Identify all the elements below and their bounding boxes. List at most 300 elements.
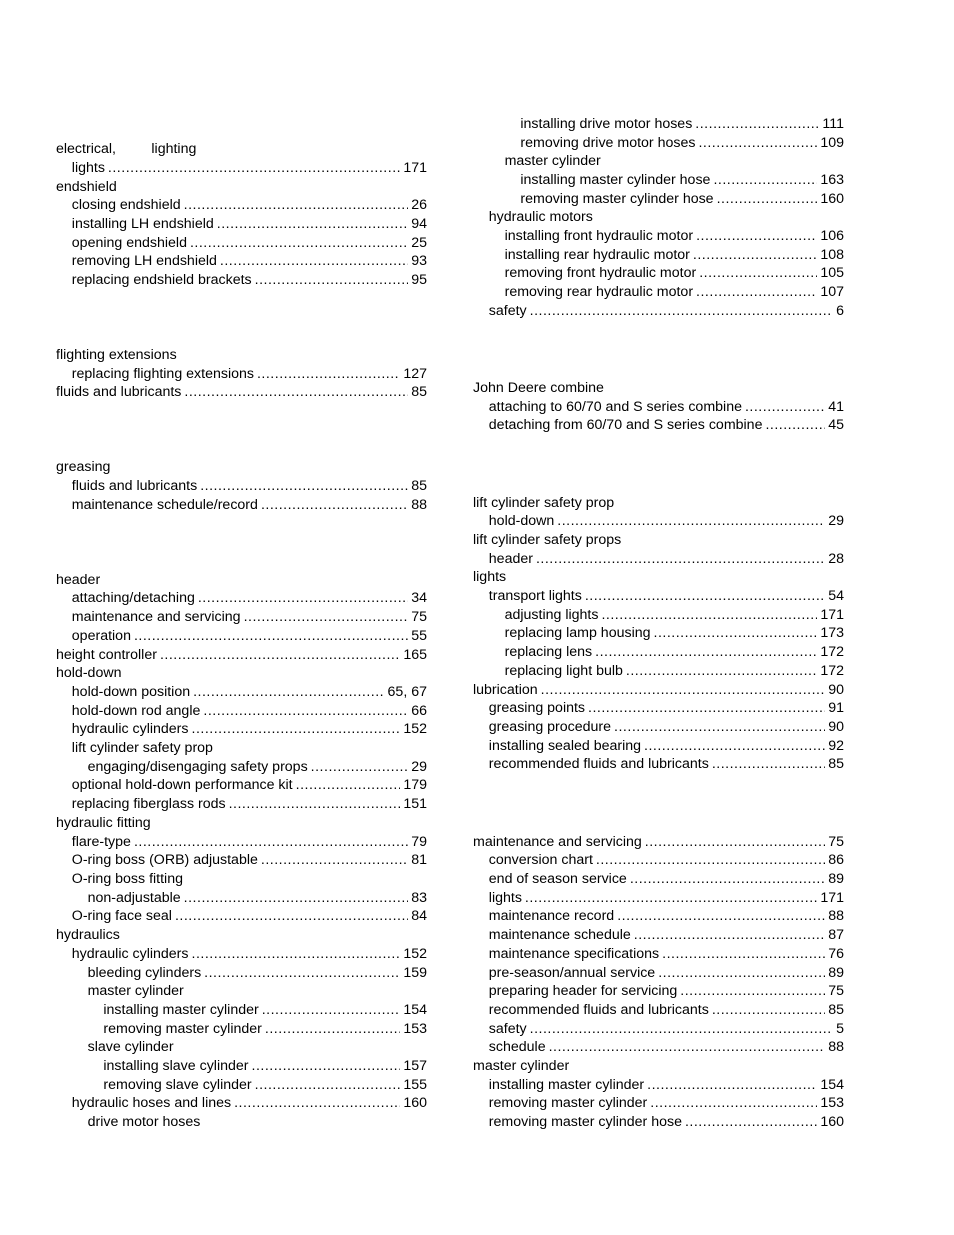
index-term: adjusting lights: [504, 607, 599, 623]
index-entry: [473, 606, 844, 625]
index-term: O-ring boss fitting: [71, 871, 183, 887]
dot-leader: [198, 589, 408, 608]
index-entry: [473, 870, 844, 889]
dot-leader: [713, 171, 817, 190]
index-term: schedule: [488, 1039, 546, 1055]
dot-leader: [184, 196, 409, 215]
index-term: hold-down: [56, 665, 122, 681]
dot-leader: [261, 851, 408, 870]
index-term: removing drive motor hoses: [520, 135, 696, 151]
index-entry: [56, 496, 427, 515]
index-term: lubrication: [473, 682, 538, 698]
index-entry: [56, 702, 427, 721]
index-entry: [473, 926, 844, 945]
index-term: installing master cylinder hose: [520, 172, 711, 188]
index-entry: [56, 383, 427, 402]
index-entry: [473, 889, 844, 908]
page-number: 55: [411, 628, 427, 644]
index-term: hold-down position: [71, 684, 191, 700]
index-entry: [473, 737, 844, 756]
index-entry: [473, 755, 844, 774]
index-term: recommended fluids and lubricants: [488, 1002, 709, 1018]
index-term: O-ring face seal: [71, 908, 172, 924]
dot-leader: [644, 737, 825, 756]
page-number: 93: [411, 253, 427, 269]
index-term: greasing: [56, 459, 111, 475]
index-term: greasing points: [488, 700, 586, 716]
page-number: 152: [403, 946, 427, 962]
index-entry: [473, 718, 844, 737]
index-term: replacing endshield brackets: [71, 272, 252, 288]
dot-leader: [557, 512, 825, 531]
dot-leader: [634, 926, 825, 945]
page-number: 155: [403, 1077, 427, 1093]
dot-leader: [601, 606, 817, 625]
page-number: 75: [828, 983, 844, 999]
index-entry: [473, 531, 844, 550]
page-number: 105: [820, 265, 844, 281]
index-term: removing slave cylinder: [103, 1077, 252, 1093]
index-entry: [473, 379, 844, 398]
dot-leader: [255, 271, 409, 290]
index-entry: [56, 1038, 427, 1057]
index-term: operation: [71, 628, 131, 644]
dot-leader: [658, 964, 825, 983]
dot-leader: [596, 851, 825, 870]
index-entry: [56, 889, 427, 908]
index-entry: [473, 494, 844, 513]
index-term: installing front hydraulic motor: [504, 228, 694, 244]
page-number: 75: [828, 834, 844, 850]
index-term: installing master cylinder: [488, 1077, 645, 1093]
index-entry: [473, 907, 844, 926]
dot-leader: [654, 624, 818, 643]
index-term: installing master cylinder: [103, 1002, 259, 1018]
index-entry: [473, 190, 844, 209]
dot-leader: [220, 252, 408, 271]
dot-leader: [595, 643, 817, 662]
page-number: 165: [403, 647, 427, 663]
index-term: removing rear hydraulic motor: [504, 284, 694, 300]
dot-leader: [650, 1094, 817, 1113]
index-entry: [56, 795, 427, 814]
page-number: 85: [828, 1002, 844, 1018]
index-entry: [56, 346, 427, 365]
index-entry: [473, 1057, 844, 1076]
index-term: master cylinder: [87, 983, 184, 999]
page-number: 85: [411, 384, 427, 400]
dot-leader: [696, 227, 817, 246]
index-entry: [56, 870, 427, 889]
index-term: header: [488, 551, 533, 567]
index-entry: [473, 982, 844, 1001]
index-entry: [56, 140, 427, 159]
index-entry: [56, 589, 427, 608]
page-number: 81: [411, 852, 427, 868]
index-term: non-adjustable: [87, 890, 181, 906]
index-entry: [56, 271, 427, 290]
page-number: 179: [403, 777, 427, 793]
index-entry: [56, 477, 427, 496]
index-term: lift cylinder safety prop: [71, 740, 213, 756]
page-number: 160: [820, 191, 844, 207]
dot-leader: [190, 234, 408, 253]
page-number: 88: [828, 1039, 844, 1055]
dot-leader: [693, 246, 817, 265]
index-term: installing sealed bearing: [488, 738, 642, 754]
index-term: John Deere combine: [473, 380, 604, 396]
dot-leader: [696, 283, 817, 302]
page-number: 160: [403, 1095, 427, 1111]
index-term: slave cylinder: [87, 1039, 174, 1055]
index-entry: [473, 208, 844, 227]
dot-leader: [585, 587, 825, 606]
index-term: bleeding cylinders: [87, 965, 202, 981]
index-term: installing drive motor hoses: [520, 116, 693, 132]
dot-leader: [645, 833, 825, 852]
page-number: 108: [820, 247, 844, 263]
dot-leader: [234, 1094, 400, 1113]
index-entry: [56, 1020, 427, 1039]
index-entry: [473, 1001, 844, 1020]
dot-leader: [614, 718, 825, 737]
page-number: 153: [403, 1021, 427, 1037]
page-number: 29: [828, 513, 844, 529]
page-number: 172: [820, 663, 844, 679]
dot-leader: [192, 720, 401, 739]
index-term: end of season service: [488, 871, 627, 887]
page-number: 29: [411, 759, 427, 775]
index-term: replacing flighting extensions: [71, 366, 254, 382]
dot-leader: [549, 1038, 826, 1057]
index-term: closing endshield: [71, 197, 181, 213]
index-term: preparing header for servicing: [488, 983, 678, 999]
index-entry: [473, 1113, 844, 1132]
index-entry: [473, 302, 844, 321]
index-term: transport lights: [488, 588, 582, 604]
page-number: 34: [411, 590, 427, 606]
index-term: lights: [488, 890, 522, 906]
dot-leader: [712, 755, 825, 774]
page-number: 172: [820, 644, 844, 660]
dot-leader: [184, 889, 409, 908]
index-term: flare-type: [71, 834, 131, 850]
index-term: hold-down: [488, 513, 555, 529]
index-term: attaching/detaching: [71, 590, 195, 606]
index-entry: [56, 907, 427, 926]
dot-leader: [193, 683, 384, 702]
index-term: master cylinder: [473, 1058, 570, 1074]
page-number: 154: [403, 1002, 427, 1018]
page-number: 86: [828, 852, 844, 868]
dot-leader: [192, 945, 401, 964]
index-term: fluids and lubricants: [56, 384, 182, 400]
dot-leader: [134, 627, 408, 646]
index-term: hydraulic cylinders: [71, 721, 189, 737]
dot-leader: [536, 550, 825, 569]
index-term: greasing procedure: [488, 719, 612, 735]
index-entry: [473, 643, 844, 662]
index-entry: [473, 152, 844, 171]
page-number: 85: [828, 756, 844, 772]
index-term: optional hold-down performance kit: [71, 777, 293, 793]
index-entry: [56, 252, 427, 271]
dot-leader: [296, 776, 401, 795]
index-entry: [56, 776, 427, 795]
index-entry: [473, 662, 844, 681]
index-entry: [473, 1076, 844, 1095]
page-number: 171: [820, 607, 844, 623]
index-entry: [56, 945, 427, 964]
index-term: maintenance specifications: [488, 946, 660, 962]
page-number: 106: [820, 228, 844, 244]
index-term: hold-down rod angle: [71, 703, 201, 719]
page-number: 65, 67: [387, 684, 427, 700]
page-number: 79: [411, 834, 427, 850]
index-entry: [473, 550, 844, 569]
index-term: replacing lamp housing: [504, 625, 651, 641]
index-entry: [56, 1057, 427, 1076]
index-entry: [56, 215, 427, 234]
index-term: safety: [488, 1021, 527, 1037]
index-term: removing master cylinder: [103, 1021, 262, 1037]
index-term: replacing lens: [504, 644, 593, 660]
index-entry: [56, 159, 427, 178]
page-number: 66: [411, 703, 427, 719]
index-entry: [473, 945, 844, 964]
index-term: maintenance record: [488, 908, 615, 924]
index-entry: [473, 1020, 844, 1039]
index-term: master cylinder: [504, 153, 601, 169]
page-number: 92: [828, 738, 844, 754]
index-entry: [473, 264, 844, 283]
page-number: 88: [828, 908, 844, 924]
dot-leader: [244, 608, 409, 627]
index-entry: [473, 171, 844, 190]
index-term: maintenance schedule: [488, 927, 631, 943]
dot-leader: [134, 833, 408, 852]
page-number: 28: [828, 551, 844, 567]
index-entry: [56, 365, 427, 384]
page-number: 159: [403, 965, 427, 981]
dot-leader: [765, 416, 825, 435]
index-entry: [473, 115, 844, 134]
dot-leader: [257, 365, 400, 384]
index-entry: [56, 964, 427, 983]
index-entry: [56, 178, 427, 197]
index-entry: [473, 416, 844, 435]
index-term: installing LH endshield: [71, 216, 214, 232]
dot-leader: [175, 907, 408, 926]
index-entry: [473, 624, 844, 643]
dot-leader: [699, 264, 817, 283]
index-entry: [56, 683, 427, 702]
index-term: hydraulic hoses and lines: [71, 1095, 232, 1111]
dot-leader: [626, 662, 817, 681]
page-number: 26: [411, 197, 427, 213]
index-term: removing front hydraulic motor: [504, 265, 697, 281]
dot-leader: [525, 889, 817, 908]
index-entry: [56, 1076, 427, 1095]
index-entry: [473, 134, 844, 153]
index-term: hydraulics: [56, 927, 120, 943]
index-term: installing slave cylinder: [103, 1058, 249, 1074]
index-term: attaching to 60/70 and S series combine: [488, 399, 742, 415]
index-entry: [473, 283, 844, 302]
index-entry: [56, 458, 427, 477]
index-term: electrical, lighting: [56, 141, 197, 157]
page-number: 83: [411, 890, 427, 906]
dot-leader: [229, 795, 401, 814]
index-entry: [473, 833, 844, 852]
index-entry: [473, 568, 844, 587]
dot-leader: [530, 302, 833, 321]
page-number: 107: [820, 284, 844, 300]
dot-leader: [265, 1020, 400, 1039]
dot-leader: [252, 1057, 401, 1076]
page-number: 163: [820, 172, 844, 188]
page-number: 90: [828, 719, 844, 735]
page-number: 85: [411, 478, 427, 494]
index-entry: [56, 1094, 427, 1113]
dot-leader: [717, 190, 818, 209]
page-number: 171: [403, 160, 427, 176]
index-entry: [473, 246, 844, 265]
dot-leader: [311, 758, 409, 777]
index-term: conversion chart: [488, 852, 593, 868]
index-term: recommended fluids and lubricants: [488, 756, 709, 772]
page-number: 154: [820, 1077, 844, 1093]
dot-leader: [630, 870, 825, 889]
index-entry: [473, 1038, 844, 1057]
page-number: 151: [403, 796, 427, 812]
page-number: 171: [820, 890, 844, 906]
page-number: 94: [411, 216, 427, 232]
index-entry: [473, 227, 844, 246]
page-number: 25: [411, 235, 427, 251]
index-entry: [56, 571, 427, 590]
index-entry: [56, 758, 427, 777]
dot-leader: [530, 1020, 833, 1039]
index-term: maintenance schedule/record: [71, 497, 258, 513]
page-number: 6: [836, 303, 844, 319]
index-entry: [56, 833, 427, 852]
index-term: lift cylinder safety prop: [473, 495, 615, 511]
page-number: 89: [828, 965, 844, 981]
index-entry: [473, 851, 844, 870]
dot-leader: [745, 398, 825, 417]
index-term: detaching from 60/70 and S series combine: [488, 417, 763, 433]
index-term: removing master cylinder hose: [520, 191, 714, 207]
dot-leader: [588, 699, 825, 718]
dot-leader: [662, 945, 825, 964]
index-term: drive motor hoses: [87, 1114, 201, 1130]
index-entry: [473, 512, 844, 531]
index-term: height controller: [56, 647, 157, 663]
page-number: 41: [828, 399, 844, 415]
index-entry: [56, 1113, 427, 1132]
index-entry: [56, 982, 427, 1001]
index-term: O-ring boss (ORB) adjustable: [71, 852, 258, 868]
page-number: 75: [411, 609, 427, 625]
page-number: 88: [411, 497, 427, 513]
page-number: 76: [828, 946, 844, 962]
index-entry: [56, 926, 427, 945]
dot-leader: [160, 646, 400, 665]
dot-leader: [541, 681, 826, 700]
index-term: opening endshield: [71, 235, 187, 251]
index-entry: [473, 398, 844, 417]
page-number: 157: [403, 1058, 427, 1074]
index-term: lift cylinder safety props: [473, 532, 622, 548]
index-term: removing master cylinder hose: [488, 1114, 682, 1130]
index-term: fluids and lubricants: [71, 478, 198, 494]
page-number: 45: [828, 417, 844, 433]
page-number: 84: [411, 908, 427, 924]
index-entry: [473, 964, 844, 983]
page-number: 91: [828, 700, 844, 716]
page-number: 95: [411, 272, 427, 288]
index-entry: [473, 699, 844, 718]
index-term: safety: [488, 303, 527, 319]
page-number: 109: [820, 135, 844, 151]
page-number: 111: [822, 116, 844, 132]
dot-leader: [712, 1001, 825, 1020]
dot-leader: [685, 1113, 817, 1132]
dot-leader: [698, 134, 817, 153]
index-term: lights: [71, 160, 105, 176]
dot-leader: [695, 115, 819, 134]
page-number: 54: [828, 588, 844, 604]
index-entry: [56, 851, 427, 870]
dot-leader: [255, 1076, 401, 1095]
dot-leader: [617, 907, 825, 926]
index-entry: [56, 720, 427, 739]
page-number: 152: [403, 721, 427, 737]
dot-leader: [261, 496, 408, 515]
dot-leader: [200, 477, 408, 496]
index-term: replacing light bulb: [504, 663, 623, 679]
index-term: engaging/disengaging safety props: [87, 759, 308, 775]
index-term: hydraulic cylinders: [71, 946, 189, 962]
dot-leader: [184, 383, 408, 402]
index-entry: [473, 681, 844, 700]
dot-leader: [108, 159, 400, 178]
index-term: maintenance and servicing: [71, 609, 241, 625]
index-term: hydraulic motors: [488, 209, 593, 225]
dot-leader: [204, 964, 400, 983]
index-term: header: [56, 572, 101, 588]
index-entry: [473, 1094, 844, 1113]
index-term: installing rear hydraulic motor: [504, 247, 690, 263]
index-term: pre-season/annual service: [488, 965, 656, 981]
index-entry: [56, 234, 427, 253]
index-entry: [56, 814, 427, 833]
index-term: replacing fiberglass rods: [71, 796, 226, 812]
index-term: hydraulic fitting: [56, 815, 151, 831]
dot-leader: [203, 702, 408, 721]
index-entry: [56, 627, 427, 646]
index-entry: [56, 646, 427, 665]
dot-leader: [647, 1076, 817, 1095]
dot-leader: [217, 215, 408, 234]
index-entry: [56, 664, 427, 683]
index-term: removing LH endshield: [71, 253, 217, 269]
dot-leader: [262, 1001, 401, 1020]
page-number: 90: [828, 682, 844, 698]
index-term: flighting extensions: [56, 347, 177, 363]
index-term: lights: [473, 569, 507, 585]
